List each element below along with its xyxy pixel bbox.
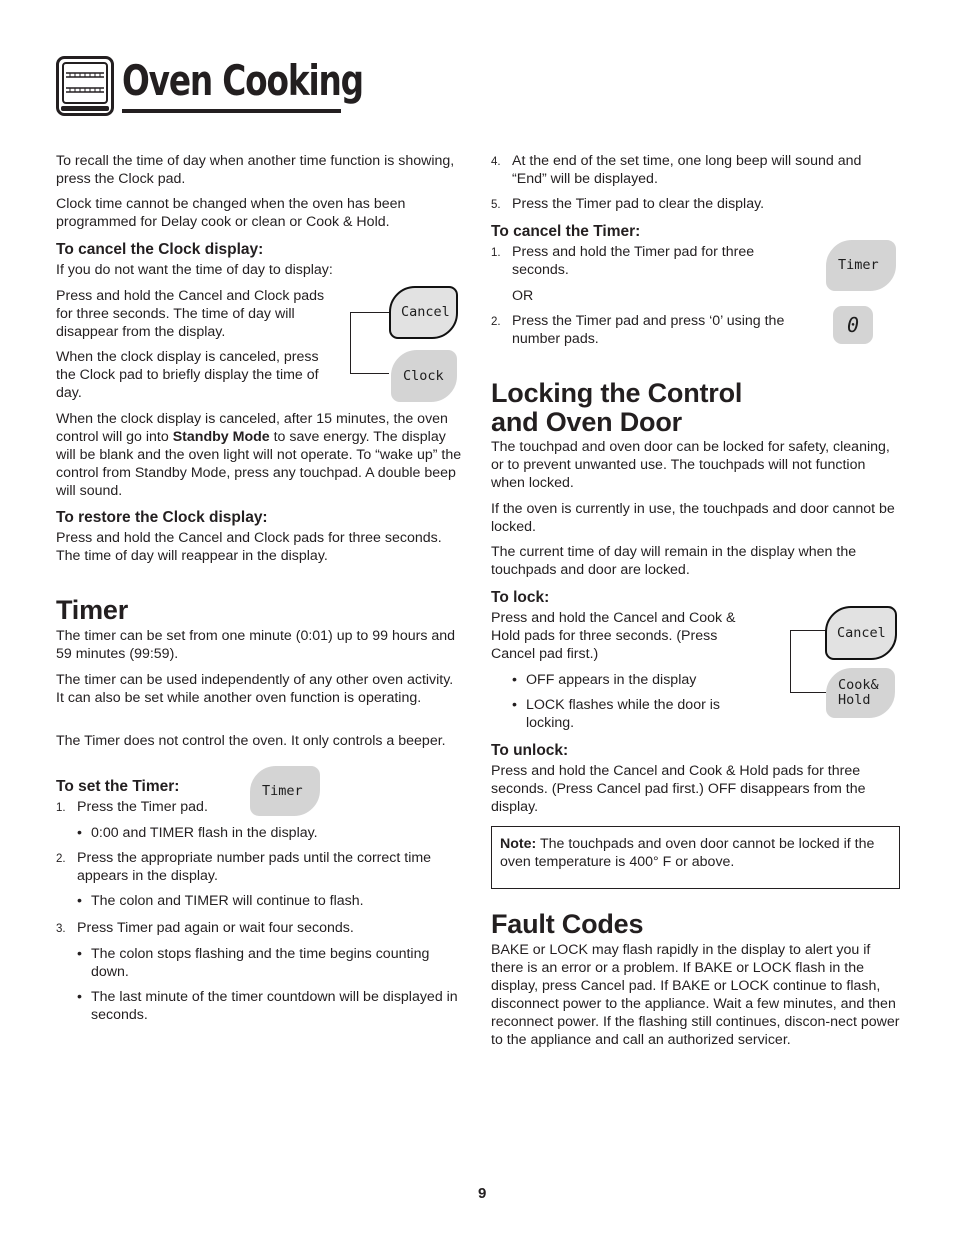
bullet-text: 0:00 and TIMER flash in the display. — [91, 825, 318, 841]
step-number: 4. — [491, 156, 501, 168]
timer-bullet-4 — [77, 988, 467, 1024]
timer-pad[interactable]: Timer — [250, 766, 320, 816]
timer-paragraph-3: The Timer does not control the oven. It only controls a beeper. — [56, 733, 446, 749]
cancel-timer-step-2 — [491, 312, 801, 348]
lock-bullet-2 — [512, 696, 724, 732]
step-number: 5. — [491, 199, 501, 211]
locking-heading — [491, 379, 742, 437]
lock-bullet-1 — [512, 671, 752, 689]
cancel-clock-heading: To cancel the Clock display: — [56, 241, 264, 258]
bullet-text: OFF appears in the display — [526, 672, 697, 688]
cancel-clock-lead: If you do not want the time of day to display: — [56, 262, 333, 278]
cancel-pad[interactable]: Cancel — [389, 286, 458, 339]
step-text: Press the Timer pad and press ‘0’ using the number pads. — [512, 313, 785, 347]
page-number: 9 — [478, 1185, 487, 1202]
fault-codes-text: BAKE or LOCK may flash rapidly in the display to alert you if there is an error or a problem. If BAKE or LOCK flash in the display, press Cancel pad. If BAKE or LOCK continue to flash, disconnect power to the appliance. Wait a few minutes, and then reconnect power. If the flashing still continues, discon-nect power to the appliance and call an authorized servicer. — [491, 942, 900, 1048]
step-text: Press the Timer pad to clear the display. — [512, 196, 765, 212]
bullet-text: The colon and TIMER will continue to flash. — [91, 893, 364, 909]
timer-step-3 — [56, 919, 456, 937]
cook-hold-pad-label-line-1: Cook& — [838, 677, 879, 693]
timer-paragraph-1: The timer can be set from one minute (0:01) up to 99 hours and 59 minutes (99:59). — [56, 628, 456, 662]
lock-heading: To lock: — [491, 589, 550, 606]
zero-pad[interactable] — [833, 306, 873, 344]
page-title: Oven Cooking — [122, 56, 363, 105]
bullet-text: The colon stops flashing and the time begins counting down. — [91, 946, 430, 980]
locking-paragraph-3: The current time of day will remain in the display when the touchpads and door are locked. — [491, 544, 857, 578]
bullet: • — [77, 893, 82, 909]
step-number: 2. — [56, 853, 66, 865]
step-number: 1. — [56, 802, 66, 814]
clock-pad[interactable]: Clock — [391, 350, 457, 402]
standby-text-a: When the clock display is canceled, after 15 minutes, the oven control will go into — [56, 411, 448, 445]
unlock-text: Press and hold the Cancel and Cook & Hold pads for three seconds. (Press Cancel pad first.) OFF disappears from the display. — [491, 763, 866, 815]
restore-clock-heading: To restore the Clock display: — [56, 509, 268, 526]
cancel-clock-note: When the clock display is canceled, press the Clock pad to briefly display the time of day. — [56, 349, 319, 401]
standby-paragraph — [56, 410, 466, 500]
unlock-heading: To unlock: — [491, 742, 569, 759]
set-timer-heading: To set the Timer: — [56, 778, 180, 795]
zero-pad-label: 0 — [846, 312, 860, 337]
timer-bullet-2 — [77, 892, 467, 910]
restore-clock-text: Press and hold the Cancel and Clock pads for three seconds. The time of day will reappear in the display. — [56, 530, 442, 564]
bullet: • — [512, 697, 517, 713]
cook-hold-pad-label-line-2: Hold — [838, 692, 871, 708]
timer-step-1 — [56, 798, 456, 816]
cancel-pad[interactable]: Cancel — [825, 606, 897, 660]
step-number: 2. — [491, 316, 501, 328]
cancel-timer-step-1 — [491, 243, 781, 279]
standby-text-b: to save energy. The display will be blank and the oven light will not operate. To “wake up” the control from Standby Mode, press any touchpad. A double beep will sound. — [56, 429, 462, 499]
bullet: • — [77, 989, 82, 1005]
locking-heading-line-2: and Oven Door — [491, 407, 682, 437]
bullet-text: LOCK flashes while the door is locking. — [526, 697, 720, 731]
step-text: At the end of the set time, one long beep will sound and “End” will be displayed. — [512, 153, 862, 187]
step-text: Press the Timer pad. — [77, 799, 208, 815]
step-number: 1. — [491, 247, 501, 259]
intro-paragraph-2: Clock time cannot be changed when the oven has been programmed for Delay cook or clean or Cook & Hold. — [56, 196, 406, 230]
fault-codes-heading: Fault Codes — [491, 909, 644, 939]
cook-hold-pad-label — [838, 678, 879, 708]
oven-icon — [56, 56, 114, 116]
note-text — [500, 835, 891, 871]
cancel-clock-step: Press and hold the Cancel and Clock pads for three seconds. The time of day will disappear from the display. — [56, 288, 325, 340]
locking-heading-line-1: Locking the Control — [491, 378, 743, 408]
bullet: • — [77, 946, 82, 962]
timer-paragraph-2: The timer can be used independently of any other oven activity. It can also be set while another oven function is operating. — [56, 672, 454, 706]
pad-bracket — [790, 630, 826, 693]
intro-paragraph-1: To recall the time of day when another time function is showing, press the Clock pad. — [56, 153, 455, 187]
timer-pad[interactable]: Timer — [826, 240, 896, 291]
or-text: OR — [512, 288, 534, 304]
locking-paragraph-2: If the oven is currently in use, the touchpads and door cannot be locked. — [491, 501, 895, 535]
step-text: Press Timer pad again or wait four seconds. — [77, 920, 354, 936]
step-text: Press and hold the Timer pad for three seconds. — [512, 244, 755, 278]
bullet: • — [512, 672, 517, 688]
step-text: Press the appropriate number pads until the correct time appears in the display. — [77, 850, 432, 884]
timer-bullet-1 — [77, 824, 467, 842]
timer-heading: Timer — [56, 595, 129, 625]
bullet-text: The last minute of the timer countdown will be displayed in seconds. — [91, 989, 458, 1023]
timer-step-5 — [491, 195, 891, 213]
cook-hold-pad[interactable] — [826, 668, 895, 718]
lock-text: Press and hold the Cancel and Cook & Hold pads for three seconds. (Press Cancel pad first.) — [491, 610, 736, 662]
standby-mode-term: Standby Mode — [172, 429, 270, 445]
title-rule — [122, 109, 341, 113]
note-body: The touchpads and oven door cannot be locked if the oven temperature is 400° F or above. — [500, 836, 875, 870]
pad-bracket — [350, 312, 389, 374]
timer-bullet-3 — [77, 945, 467, 981]
step-number: 3. — [56, 923, 66, 935]
bullet: • — [77, 825, 82, 841]
timer-step-4 — [491, 152, 891, 188]
locking-paragraph-1: The touchpad and oven door can be locked for safety, cleaning, or to prevent unwanted use. The touchpads will not function when locked. — [491, 439, 890, 491]
timer-step-2 — [56, 849, 456, 885]
cancel-timer-heading: To cancel the Timer: — [491, 223, 641, 240]
note-box — [491, 826, 900, 889]
note-label: Note: — [500, 836, 537, 852]
